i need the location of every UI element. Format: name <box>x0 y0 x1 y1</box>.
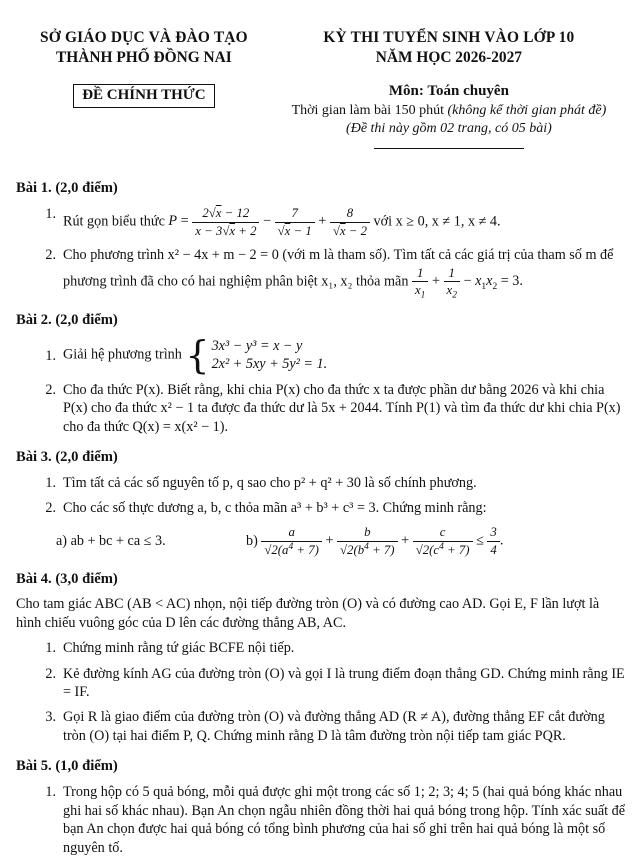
inequality-b-label: b) <box>246 532 258 549</box>
exam-header <box>16 28 626 149</box>
inequality-b: $\frac{a}{√2(a^4 + 7)}$ + $\frac{b}{√2(b^4 + 7)}$ + $\frac{c}{√2(c^4 + 7)}$ ≤ $\frac{3}{4}$ . <box>261 524 503 558</box>
condition-expression: $\frac{1}{x_1}$ + $\frac{1}{x_2}$ − $x_1x_2 = 3$. <box>412 273 523 289</box>
time-limit: Thời gian làm bài 150 phút (không kể thời gian phát đề) <box>291 102 607 118</box>
exam-title: KỲ THI TUYỂN SINH VÀO LỚP 10 <box>323 29 575 46</box>
page-count: (Đề thi này gồm 02 trang, có 05 bài) <box>346 120 552 136</box>
bai1-q2: 2. Cho phương trình x² − 4x + m − 2 = 0 (với m là tham số). Tìm tất cả các giá trị của tham số m để phương trình đã cho có hai nghiệm phân biệt x₁, x₂ thỏa mãn $\frac{1}{x_1}$ + $\frac{1}{x_2}$ − $x_1x_2 = 3$. <box>45 247 614 301</box>
bai5-q1: 1. Trong hộp có 5 quả bóng, mỗi quả được ghi một trong các số 1; 2; 3; 4; 5 (hai quả bóng khác nhau ghi hai số khác nhau). Bạn An chọn ngẫu nhiên đồng thời hai quả bóng trong hộp. Tính xác suất để bạn An chọn được hai quả bóng có tổng bình phương của hai số ghi trên hai quả bóng là một số nguyên tố. <box>45 784 626 856</box>
header-left <box>16 28 272 149</box>
bai4-title: Bài 4. (3,0 điểm) <box>16 571 118 588</box>
bai4-q1: 1. Chứng minh rằng tứ giác BCFE nội tiếp. <box>45 640 295 657</box>
header-divider <box>374 148 524 149</box>
bai1-q1: 1. Rút gọn biểu thức P = $\frac{2√x - 12}{x - 3√x + 2}$ − $\frac{7}{√x - 1}$ + $\frac{8}{√x - 2}$ với x ≥ 0, x ≠ 1, x ≠ 4. <box>45 205 501 238</box>
bai1-title: Bài 1. (2,0 điểm) <box>16 179 118 196</box>
bai3-inequalities <box>16 524 626 558</box>
bai4-q3: 3. Gọi R là giao điểm của đường tròn (O) và đường thẳng AD (R ≠ A), đường thẳng EF cắt đường tròn (O) tại hai điểm P, Q. Chứng minh rằng D là tâm đường tròn nội tiếp tam giác PQR. <box>45 709 605 744</box>
bai2-q1: 1. Giải hệ phương trình { 3x³ − y³ = x − y 2x² + 5xy + 5y² = 1. <box>45 333 328 378</box>
inequality-a: a) ab + bc + ca ≤ 3. <box>56 532 166 549</box>
bai3-q1: 1. Tìm tất cả các số nguyên tố p, q sao cho p² + q² + 30 là số chính phương. <box>45 475 477 492</box>
bai3-title: Bài 3. (2,0 điểm) <box>16 449 118 466</box>
bai4-q2: 2. Kẻ đường kính AG của đường tròn (O) và gọi I là trung điểm đoạn thẳng GD. Chứng minh rằng IE = IF. <box>45 665 625 700</box>
equation-2: 2x² + 5xy + 5y² = 1. <box>211 356 328 373</box>
department-name: SỞ GIÁO DỤC VÀ ĐÀO TẠO <box>40 29 248 46</box>
bai5-title: Bài 5. (1,0 điểm) <box>16 758 118 775</box>
city-name: THÀNH PHỐ ĐỒNG NAI <box>56 49 232 67</box>
school-year: NĂM HỌC 2026-2027 <box>375 49 522 67</box>
time-note: (không kể thời gian phát đề) <box>447 102 607 118</box>
bai2-title: Bài 2. (2,0 điểm) <box>16 311 118 328</box>
bai2-q2: 2. Cho đa thức P(x). Biết rằng, khi chia P(x) cho đa thức x ta được phần dư bằng 2026 và khi chia P(x) cho đa thức x² − 1 ta được đa thức dư là 5x + 2044. Tính P(1) và tìm đa thức dư khi chia P(x) cho đa thức Q(x) = x(x² − 1). <box>45 381 621 435</box>
bai3-q2: 2. Cho các số thực dương a, b, c thỏa mãn a³ + b³ + c³ = 3. Chứng minh rằng: <box>45 500 487 517</box>
brace-icon: { <box>185 333 210 378</box>
bai4-intro: Cho tam giác ABC (AB < AC) nhọn, nội tiếp đường tròn (O) và có đường cao AD. Gọi E, F lần lượt là hình chiếu vuông góc của D lên các đường thẳng AB, AC. <box>16 596 600 631</box>
expression-p: P = $\frac{2√x - 12}{x - 3√x + 2}$ − $\frac{7}{√x - 1}$ + $\frac{8}{√x - 2}$ <box>168 213 373 229</box>
equation-1: 3x³ − y³ = x − y <box>211 337 303 354</box>
subject: Môn: Toán chuyên <box>388 83 509 100</box>
official-exam-badge: ĐỀ CHÍNH THỨC <box>73 84 214 108</box>
header-right <box>272 28 626 149</box>
